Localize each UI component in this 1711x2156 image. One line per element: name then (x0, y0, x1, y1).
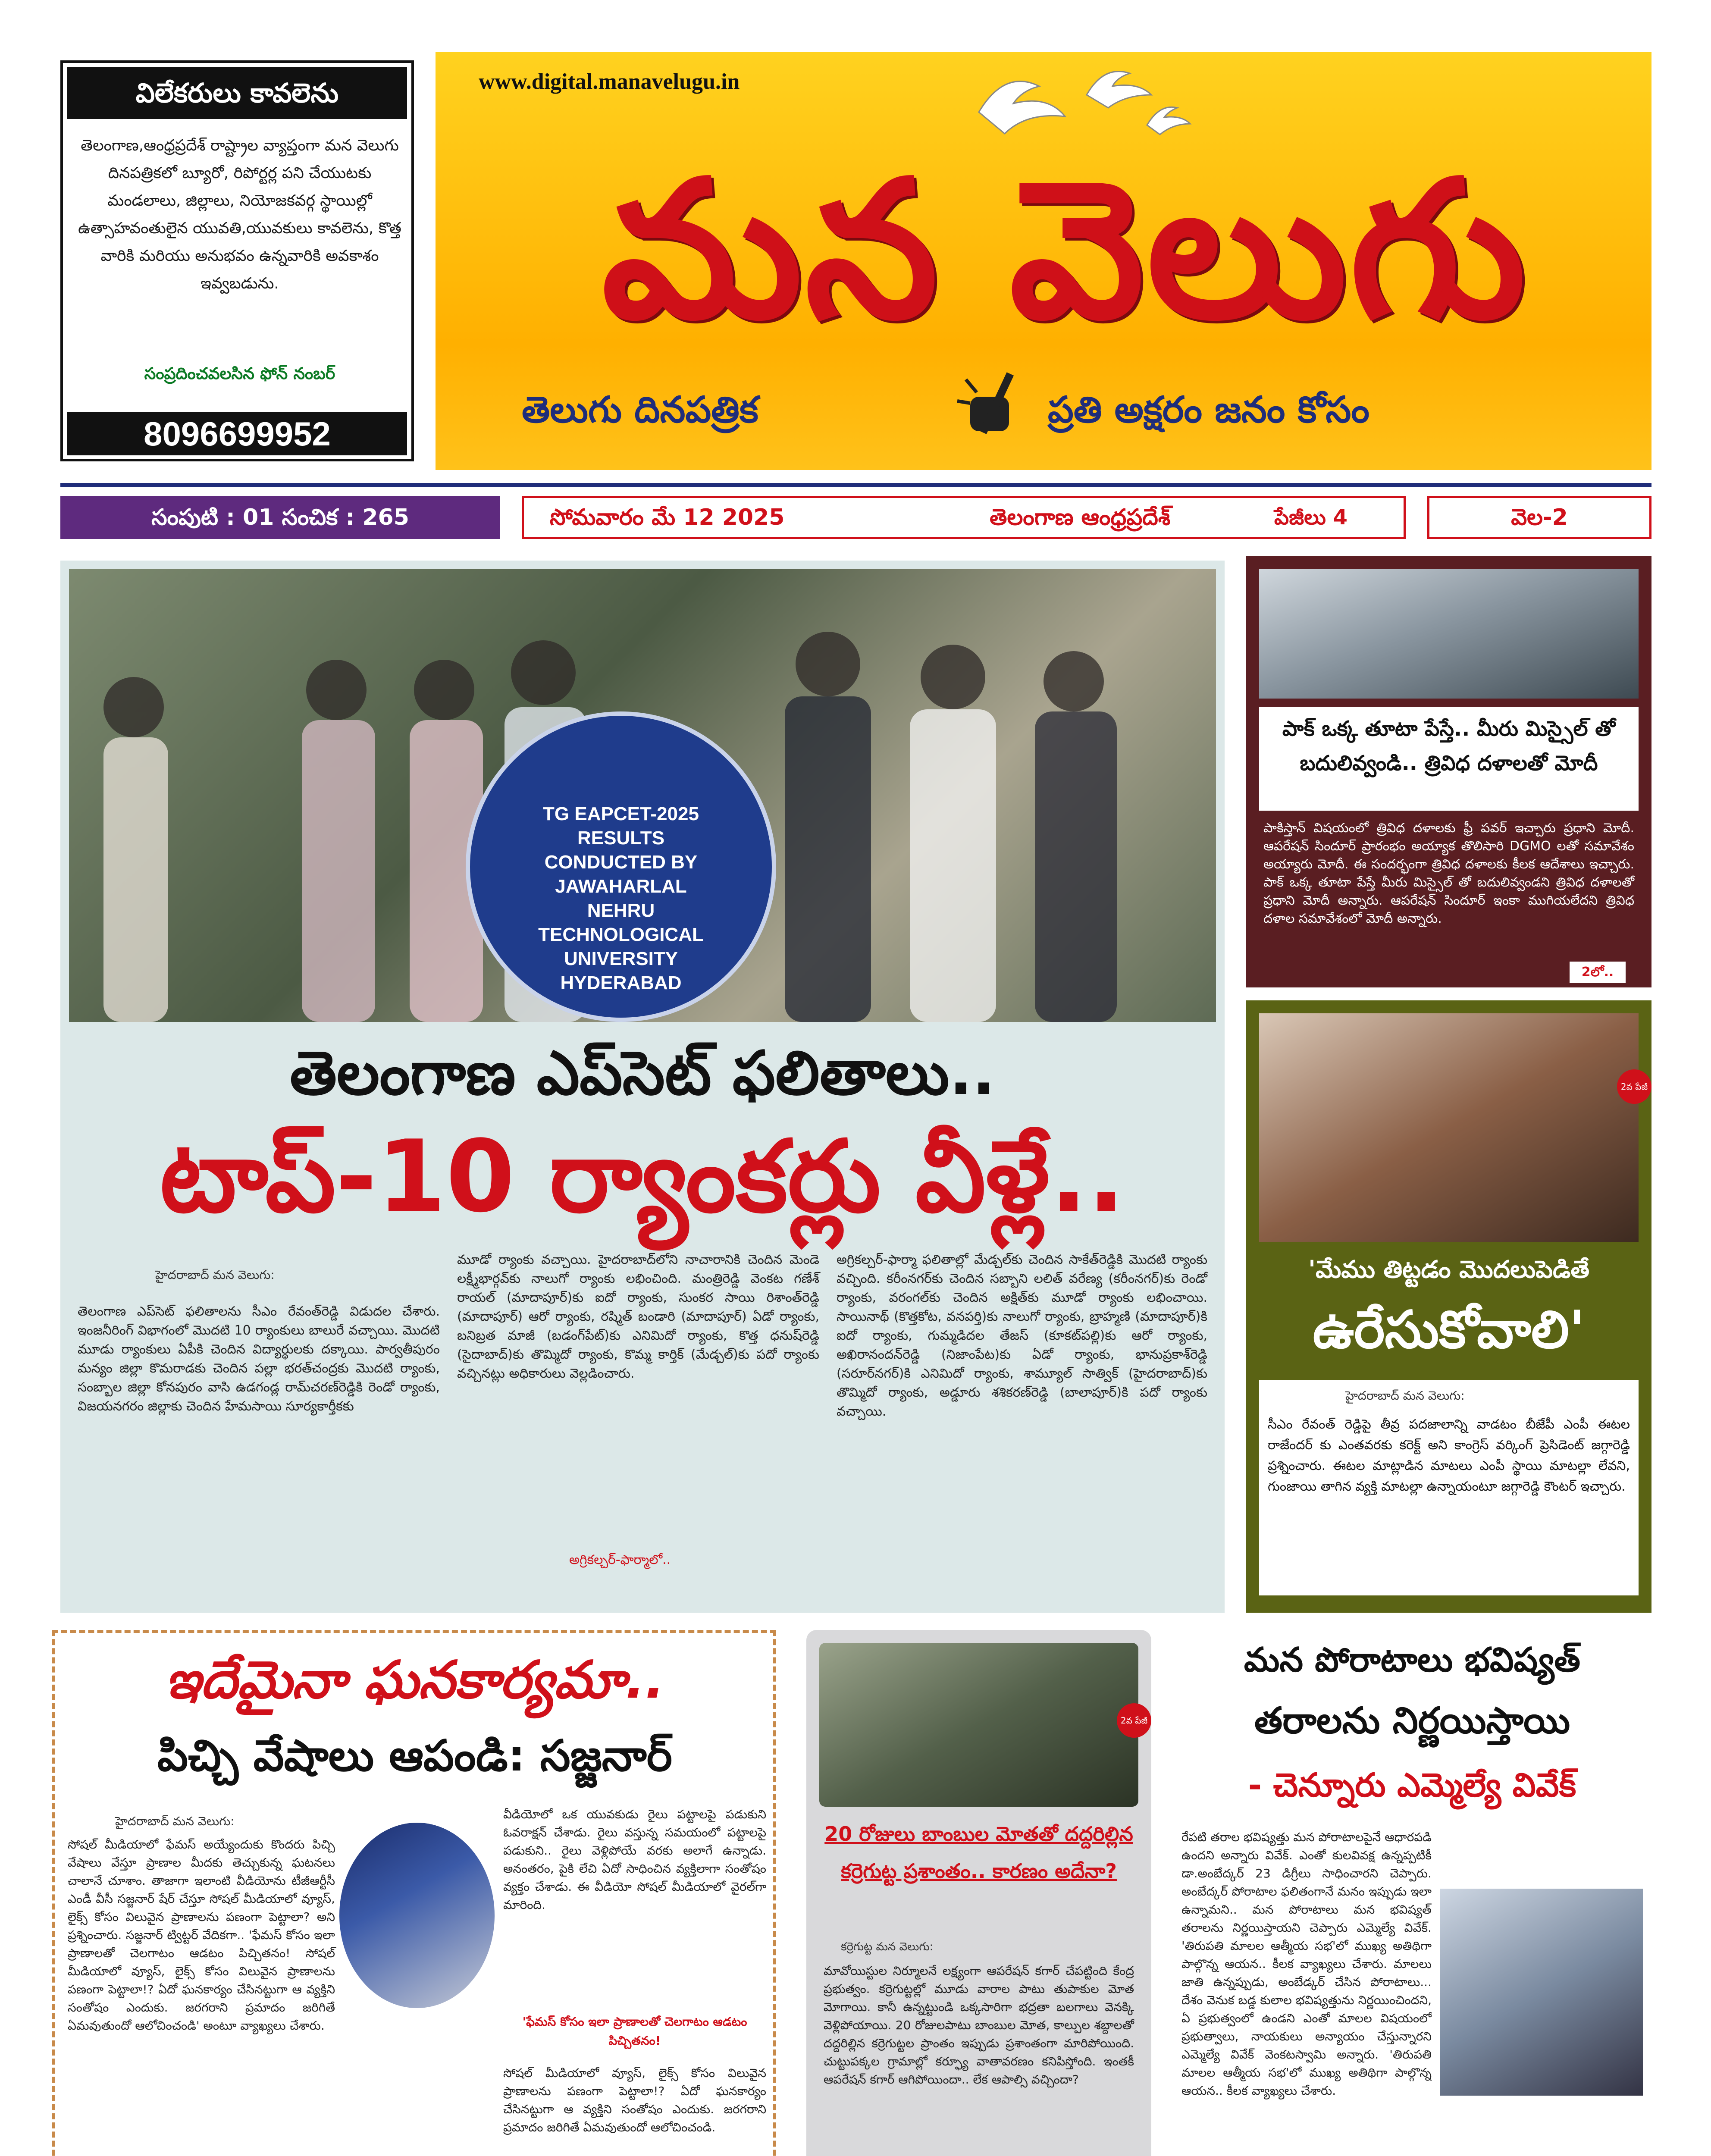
karregutta-story (806, 1630, 1151, 2156)
sajjanar-story (52, 1630, 776, 2156)
vivek-headline-2: తరాలను నిర్ణయిస్తాయి (1254, 1699, 1570, 1742)
vivek-headline-3: - చెన్నూరు ఎమ్మెల్యే వివేక్ (1248, 1766, 1576, 1804)
sajjanar-column-2b: సోషల్ మీడియాలో వ్యూస్, లైక్స్ కోసం విలువైన ప్రాణాలను పణంగా పెట్టాలా!? ఏదో ఘనకార్యం చేసినట్టుగా ఆ వ్యక్తిని సంతోషం ఎందుకు. జరగరాని ప్రమాదం జరిగితే ఏమవుతుందో ఆలోచించండి. (503, 2066, 766, 2134)
reporters-wanted-ad (60, 60, 414, 461)
masthead-title: మన వెలుగు (602, 140, 1529, 360)
karregutta-headline: 20 రోజులు బాంబుల మోతతో దద్దరిల్లిన కర్రెగుట్ట ప్రశాంతం.. కారణం అదేనా? (824, 1822, 1133, 1883)
karregutta-byline: కర్రెగుట్ట మన వెలుగు: (841, 1940, 934, 1953)
dateline-bar (60, 496, 1651, 539)
jaggareddy-body-box (1259, 1380, 1639, 1595)
jaggareddy-byline: హైదరాబాద్ మన వెలుగు: (1345, 1388, 1465, 1403)
vivek-headline-1: మన పోరాటాలు భవిష్యత్ (1244, 1641, 1581, 1680)
issue-price: వెల-2 (1427, 496, 1651, 539)
lead-headline-1: తెలంగాణ ఎప్‌సెట్ ఫలితాలు.. (290, 1038, 995, 1109)
page-count: పేజీలు 4 (1274, 505, 1347, 530)
fist-pen-icon (953, 362, 1039, 448)
volume-issue: సంపుటి : 01 సంచిక : 265 (60, 496, 500, 539)
issue-date: సోమవారం మే 12 2025 (550, 505, 785, 530)
ad-phone: 8096699952 (67, 412, 407, 455)
jaggareddy-body: సీఎం రేవంత్ రెడ్డిపై తీవ్ర పదజాలాన్ని వాడటం బీజేపీ ఎంపీ ఈటల రాజేందర్ కు ఎంతవరకు కరెక్ట్ అని కాంగ్రెస్ వర్కింగ్ ప్రెసిడెంట్ జగ్గారెడ్డి ప్రశ్నించారు. ఈటల మాట్లాడిన మాటలు ఎంపీ స్థాయి మాటల్లా లేవని, గుంజాయి తాగిన వ్యక్తి మాటల్లా ఉన్నాయంటూ జగ్గారెడ్డి కౌంటర్ ఇచ్చారు. (1268, 1417, 1630, 1494)
sajjanar-column-1: సోషల్ మీడియాలో ఫేమస్ అయ్యేందుకు కొందరు పిచ్చి వేషాలు వేస్తూ ప్రాణాల మీదకు తెచ్చుకున్న ఘటనలు చాలానే చూశాం. తాజాగా ఇలాంటి వీడియోను టీజీఆర్టీసీ ఎండీ వీసీ సజ్జనార్ షేర్ చేస్తూ సోషల్ మీడియాలో వ్యూస్, లైక్స్ కోసం విలువైన ప్రాణాలను పణంగా పెట్టాలా? అని ప్రశ్నించారు. సజ్జనార్ ట్విట్టర్ వేదికగా.. 'ఫేమస్ కోసం ఇలా ప్రాణాలతో చెలగాటం ఆడటం పిచ్చితనం! సోషల్ మీడియాలో వ్యూస్, లైక్స్ కోసం విలువైన ప్రాణాలను పణంగా పెట్టాలా!? ఏదో ఘనకార్యం చేసినట్టుగా ఆ వ్యక్తిని సంతోషం ఎందుకు. జరగరాని ప్రమాదం జరిగితే ఏమవుతుందో ఆలోచించండి' అంటూ వ్యాఖ్యలు చేశారు. (68, 1837, 335, 2033)
vivek-photo (1440, 1889, 1643, 2096)
lead-column-1: తెలంగాణ ఎప్‌సెట్ ఫలితాలను సీఎం రేవంత్‌రెడ్డి విడుదల చేశారు. ఇంజనీరింగ్ విభాగంలో మొదటి 10 ర్యాంకులు బాలురే వచ్చాయి. మొదటి మూడు ర్యాంకులు ఏపీకి చెందిన విద్యార్థులకు దక్కాయి. పార్వతీపురం మన్యం జిల్లా కొమరాడకు చెందిన పల్లా భరత్‌చంద్రకు మొదటి ర్యాంకు, సంబ్బాల జిల్లా కోనపురం వాసి ఉడగండ్ల రామ్‌చరణ్‌రెడ్డికి రెండో ర్యాంకు, విజయనగరం జిల్లాకు చెందిన హేమసాయి సూర్యకార్తీకకు (78, 1304, 440, 1414)
eapcet-banner-text: TG EAPCET-2025 RESULTS CONDUCTED BY JAWAHARLAL NEHRU TECHNOLOGICAL UNIVERSITY HYDERABAD (538, 803, 704, 993)
sajjanar-column-2: వీడియోలో ఒక యువకుడు రైలు పట్టాలపై పడుకుని ఓవరాక్షన్ చేశాడు. రైలు వస్తున్న సమయంలో పట్టాలపై పడుకుని.. రైలు వెళ్లిపోయే వరకు అలాగే ఉన్నాడు. అనంతరం, పైకి లేచి ఏదో సాధించిన వ్యక్తిలాగా సంతోషం వ్యక్తం చేశాడు. ఈ వీడియో సోషల్ మీడియాలో వైరల్‌గా మారింది. (503, 1807, 766, 1912)
masthead-subtitle: తెలుగు దినపత్రిక (522, 389, 758, 431)
modi-headline: పాక్ ఒక్క తూటా పేస్తే.. మీరు మిస్సైల్ తో బదులివ్వండి.. త్రివిధ దళాలతో మోదీ (1259, 707, 1639, 811)
lead-byline: హైదరాబాద్ మన వెలుగు: (155, 1268, 275, 1282)
jaggareddy-photo (1259, 1013, 1639, 1242)
masthead-url[interactable]: www.digital.manavelugu.in (479, 69, 740, 94)
lead-story (60, 561, 1225, 1613)
vivek-body-top: రేపటి తరాల భవిష్యత్తు మన పోరాటాలపైనే ఆధారపడి ఉందని అన్నారు వివేక్. ఎంతో కులవివక్ష ఉన్నప్పటికీ డా.అంబేద్కర్ 23 డిగ్రీలు సాధించారని చెప్పారు. అంబేద్కర్ పోరాటాల ఫలితంగానే మనం ఇప్పుడు ఇలా ఉన్నామని.. మన పోరాటాలు మన భవిష్యత్ తరాలను నిర్ణయిస్తాయని చెప్పారు ఎమ్మెల్యే వివేక్. 'తిరుపతి మాలల ఆత్మీయ సభ'లో ముఖ్య అతిథిగా పాల్గొన్న ఆయన.. కీలక వ్యాఖ్యలు చేశారు. మాలలు జాతి ఉన్నప్పుడు, అంబేడ్కర్ చేసిన పోరాటాలు... దేశం వెనుక బడ్డ కులాల భవిష్యత్తును నిర్ణయించిందని, ఏ ప్రభుత్వంలో ఉండని ఎంతో మాలల విషయంలో ప్రభుత్వాలు, నాయకులు అన్యాయం చేస్తున్నారని ఎమ్మెల్యే వివేక్ వెంకటస్వామి అన్నారు. 'తిరుపతి మాలల ఆత్మీయ సభ'లో ముఖ్య అతిథిగా పాల్గొన్న ఆయన.. కీలక వ్యాఖ్యలు చేశారు. (1181, 1830, 1432, 2098)
issue-region: తెలంగాణ ఆంధ్రప్రదేశ్ (990, 505, 1171, 530)
modi-meeting-photo (1259, 569, 1639, 699)
ad-title: విలేకరులు కావలెను (67, 67, 407, 119)
lead-headline-2: టాప్-10 ర్యాంకర్లు వీళ్లే.. (160, 1119, 1125, 1235)
jaggareddy-quote-2: ఉరేసుకోవాలి' (1313, 1300, 1585, 1360)
modi-body: పాకిస్తాన్ విషయంలో త్రివిధ దళాలకు ఫ్రీ పవర్ ఇచ్చారు ప్రధాని మోదీ. ఆపరేషన్ సిందూర్ ప్రారంభం అయ్యాక తొలిసారి DGMO లతో సమావేశం అయ్యారు మోదీ. ఈ సందర్భంగా త్రివిధ దళాలకు కీలక ఆదేశాలు ఇచ్చారు. పాక్ ఒక్క తూటా పేస్తే మీరు మిస్సైల్ తో బదులివ్వండని త్రివిధ దళాలతో ప్రధాని మోదీ అన్నారు. ఆపరేషన్ సిందూర్ ఇంకా ముగియలేదని త్రివిధ దళాల సమావేశంలో మోదీ అన్నారు. (1263, 821, 1634, 926)
modi-story (1246, 556, 1651, 987)
jaggareddy-story (1246, 1000, 1651, 1613)
lead-photo (69, 569, 1216, 1022)
sajjanar-headline-1: ఇదేమైనా ఘనకార్యమా.. (165, 1650, 665, 1710)
karregutta-page-badge[interactable]: 2వ పేజీ (1117, 1703, 1151, 1738)
masthead (436, 52, 1651, 470)
modi-continued[interactable]: 2లో.. (1570, 962, 1626, 983)
vivek-story (1173, 1630, 1651, 2156)
sajjanar-byline: హైదరాబాద్ మన వెలుగు: (115, 1814, 235, 1828)
lead-continued[interactable]: అగ్రికల్చర్-ఫార్మాలో.. (569, 1552, 671, 1567)
karregutta-body: మావోయిస్టుల నిర్మూలనే లక్ష్యంగా ఆపరేషన్ కగార్ చేపట్టింది కేంద్ర ప్రభుత్వం. కర్రెగుట్టల్లో మూడు వారాల పాటు తుపాకుల మోత మోగాయి. కానీ ఉన్నట్టుండి ఒక్కసారిగా భద్రతా బలగాలు వెనక్కి వెళ్లిపోయాయి. 20 రోజులపాటు బాంబుల మోత, కాల్పుల శబ్దాలతో దద్దరిల్లిన కర్రెగుట్టల ప్రాంతం ఇప్పుడు ప్రశాంతంగా మారిపోయింది. చుట్టుపక్కల గ్రామాల్లో కర్ఫ్యూ వాతావరణం కనిపిస్తోంది. ఇంతకీ ఆపరేషన్ కగార్ ఆగిపోయిందా.. లేక ఆపాల్సి వచ్చిందా? (824, 1964, 1134, 2087)
lead-column-3: అగ్రికల్చర్-ఫార్మా ఫలితాల్లో మేడ్చల్‌కు చెందిన సాకేత్‌రెడ్డికి మొదటి ర్యాంకు వచ్చింది. కరీంనగర్‌కు చెందిన సబ్బాని లలిత్ వరేణ్య (కరీంనగర్)కు రెండో ర్యాంకు, వరంగల్‌కు చెందిన అక్షిత్‌కు మూడో ర్యాంకు లభించాయి. సాయినాథ్ (కొత్తకోట, వనపర్తి)కు నాలుగో ర్యాంకు, బ్రాహ్మణి (మాదాపూర్)కి ఐదో ర్యాంకు, గుమ్మడిదల తేజస్ (కూకట్‌పల్లి)కు ఆరో ర్యాంకు, అఖిరానందన్‌రెడ్డి (నిజాంపేట)కు ఏడో ర్యాంకు, భానుప్రకాశ్‌రెడ్డి (సరూర్‌నగర్)కి ఎనిమిదో ర్యాంకు, శామ్యూల్ సాత్విక్ (హైదరాబాద్)కు తొమ్మిదో ర్యాంకు, అడ్డూరు శశికరణ్‌రెడ్డి (బాలాపూర్)కి పదో ర్యాంకు వచ్చాయి. (837, 1252, 1207, 1419)
ad-body: తెలంగాణ,ఆంధ్రప్రదేశ్ రాష్ట్రాల వ్యాప్తంగా మన వెలుగు దినపత్రికలో బ్యూరో, రిపోర్టర్ల పని చేయుటకు మండలాలు, జిల్లాలు, నియోజకవర్గ స్థాయిల్లో ఉత్సాహవంతులైన యువతి,యువకులు కావలెను, కొత్త వారికి మరియు అనుభవం ఉన్నవారికి అవకాశం ఇవ్వబడును. (78, 137, 401, 292)
date-region (522, 496, 1406, 539)
karregutta-photo (819, 1643, 1138, 1807)
jaggareddy-page-badge[interactable]: 2వ పేజీ (1617, 1069, 1651, 1104)
masthead-rule (60, 483, 1651, 487)
masthead-slogan: ప్రతి అక్షరం జనం కోసం (1048, 389, 1369, 431)
eapcet-results-disc (466, 711, 776, 1022)
jaggareddy-quote-1: 'మేము తిట్టడం మొదలుపెడితే (1308, 1256, 1590, 1284)
lead-column-2: మూడో ర్యాంకు వచ్చాయి. హైదరాబాద్‌లోని నాచారానికి చెందిన మెండె లక్ష్మీభార్గవ్‌కు నాలుగో ర్యాంకు లభించింది. మంత్రిరెడ్డి వెంకట గణేశ్ రాయల్ (మాదాపూర్)కు ఐదో ర్యాంకు, సుంకర సాయి రిశాంత్‌రెడ్డి (మాదాపూర్) ఆరో ర్యాంకు, రష్మిత్ బండారి (మాదాపూర్) ఏడో ర్యాంకు, బనిబ్రత మాజీ (బడంగ్‌పేట్)కు ఎనిమిదో ర్యాంకు, కొత్త ధనుష్‌రెడ్డి (సైదాబాద్)కు తొమ్మిదో ర్యాంకు, కొమ్మ కార్తిక్ (మేడ్చల్)కు పదో ర్యాంకు వచ్చినట్లు అధికారులు వెల్లడించారు. (457, 1252, 819, 1381)
ad-contact-label: సంప్రదించవలసిన ఫోన్ నంబర్ (144, 364, 335, 383)
sajjanar-pull-quote: 'ఫేమస్ కోసం ఇలా ప్రాణాలతో చెలగాటం ఆడటం పిచ్చితనం! (522, 2015, 747, 2048)
sajjanar-headline-2: పిచ్చి వేషాలు ఆపండి: సజ్జనార్ (157, 1730, 673, 1781)
sajjanar-photo (339, 1823, 495, 2008)
